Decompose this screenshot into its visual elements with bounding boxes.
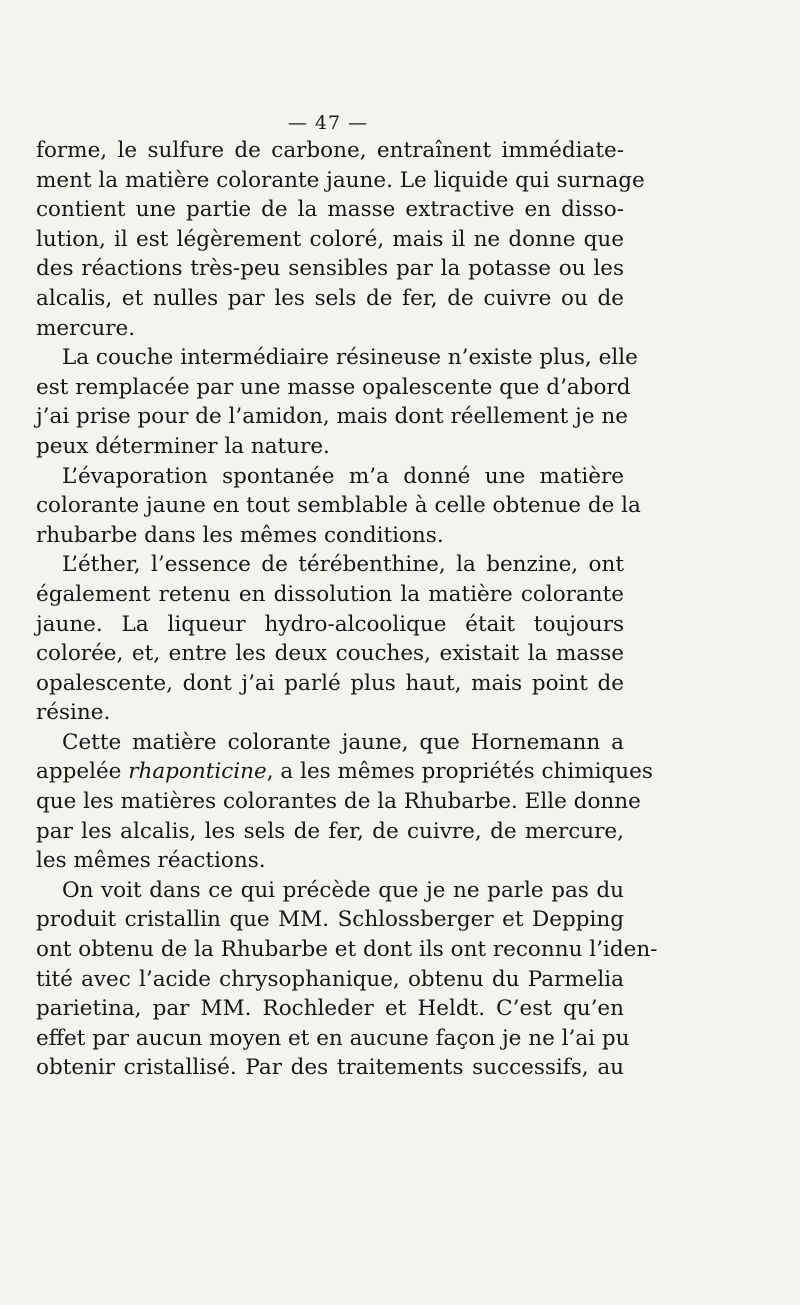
text-line: des réactions très-peu sensibles par la potasse ou les <box>36 256 624 282</box>
text-line: produit cristallin que MM. Schlossberger et Depping <box>36 907 624 933</box>
text-line: est remplacée par une masse opalescente que d’abord <box>36 374 631 400</box>
text-line: L’évaporation spontanée m’a donné une matière <box>62 463 624 489</box>
text-line: forme, le sulfure de carbone, entraînent immédiate- <box>36 138 624 163</box>
text-line: La couche intermédiaire résineuse n’existe plus, elle <box>62 345 638 371</box>
text-line: peux déterminer la nature. <box>36 433 330 459</box>
text-line: alcalis, et nulles par les sels de fer, de cuivre ou de <box>36 285 624 311</box>
text-line: que les matières colorantes de la Rhubarbe. Elle donne <box>36 789 641 815</box>
text-line: colorée, et, entre les deux couches, existait la masse <box>36 641 624 667</box>
text-line: effet par aucun moyen et en aucune façon je ne l’ai pu <box>36 1025 630 1051</box>
text-line: tité avec l’acide chrysophanique, obtenu du Parmelia <box>36 966 624 992</box>
text-line: rhubarbe dans les mêmes conditions. <box>36 522 444 548</box>
text-line: On voit dans ce qui précède que je ne parle pas du <box>62 877 624 903</box>
body-text <box>36 136 658 1083</box>
text-line: colorante jaune en tout semblable à celle obtenue de la <box>36 493 641 519</box>
text-line: ment la matière colorante jaune. Le liquide qui surnage <box>36 167 645 193</box>
text-line: également retenu en dissolution la matière colorante <box>36 581 624 607</box>
text-line: opalescente, dont j’ai parlé plus haut, mais point de <box>36 670 624 696</box>
text-line: mercure. <box>36 315 136 341</box>
text-line: L’éther, l’essence de térébenthine, la benzine, ont <box>62 552 624 578</box>
text-segment: appelée <box>36 759 129 785</box>
text-line: lution, il est légèrement coloré, mais il ne donne que <box>36 226 624 252</box>
text-line: résine. <box>36 700 111 726</box>
italic-term: rhaponticine <box>128 759 267 785</box>
text-line: obtenir cristallisé. Par des traitements successifs, au <box>36 1055 624 1081</box>
text-line: Cette matière colorante jaune, que Hornemann a <box>62 729 624 755</box>
text-line: parietina, par MM. Rochleder et Heldt. C’est qu’en <box>36 996 624 1022</box>
text-line: par les alcalis, les sels de fer, de cuivre, de mercure, <box>36 818 624 844</box>
text-line: les mêmes réactions. <box>36 848 266 874</box>
text-line: j’ai prise pour de l’amidon, mais dont réellement je ne <box>36 404 628 430</box>
page-number: — 47 — <box>287 112 369 134</box>
text-line: contient une partie de la masse extractive en disso- <box>36 197 624 223</box>
text-segment: , a les mêmes propriétés chimiques <box>266 759 653 785</box>
text-line: ont obtenu de la Rhubarbe et dont ils ont reconnu l’iden- <box>36 937 658 963</box>
text-line <box>36 757 653 787</box>
text-line: jaune. La liqueur hydro-alcoolique était toujours <box>36 611 624 637</box>
